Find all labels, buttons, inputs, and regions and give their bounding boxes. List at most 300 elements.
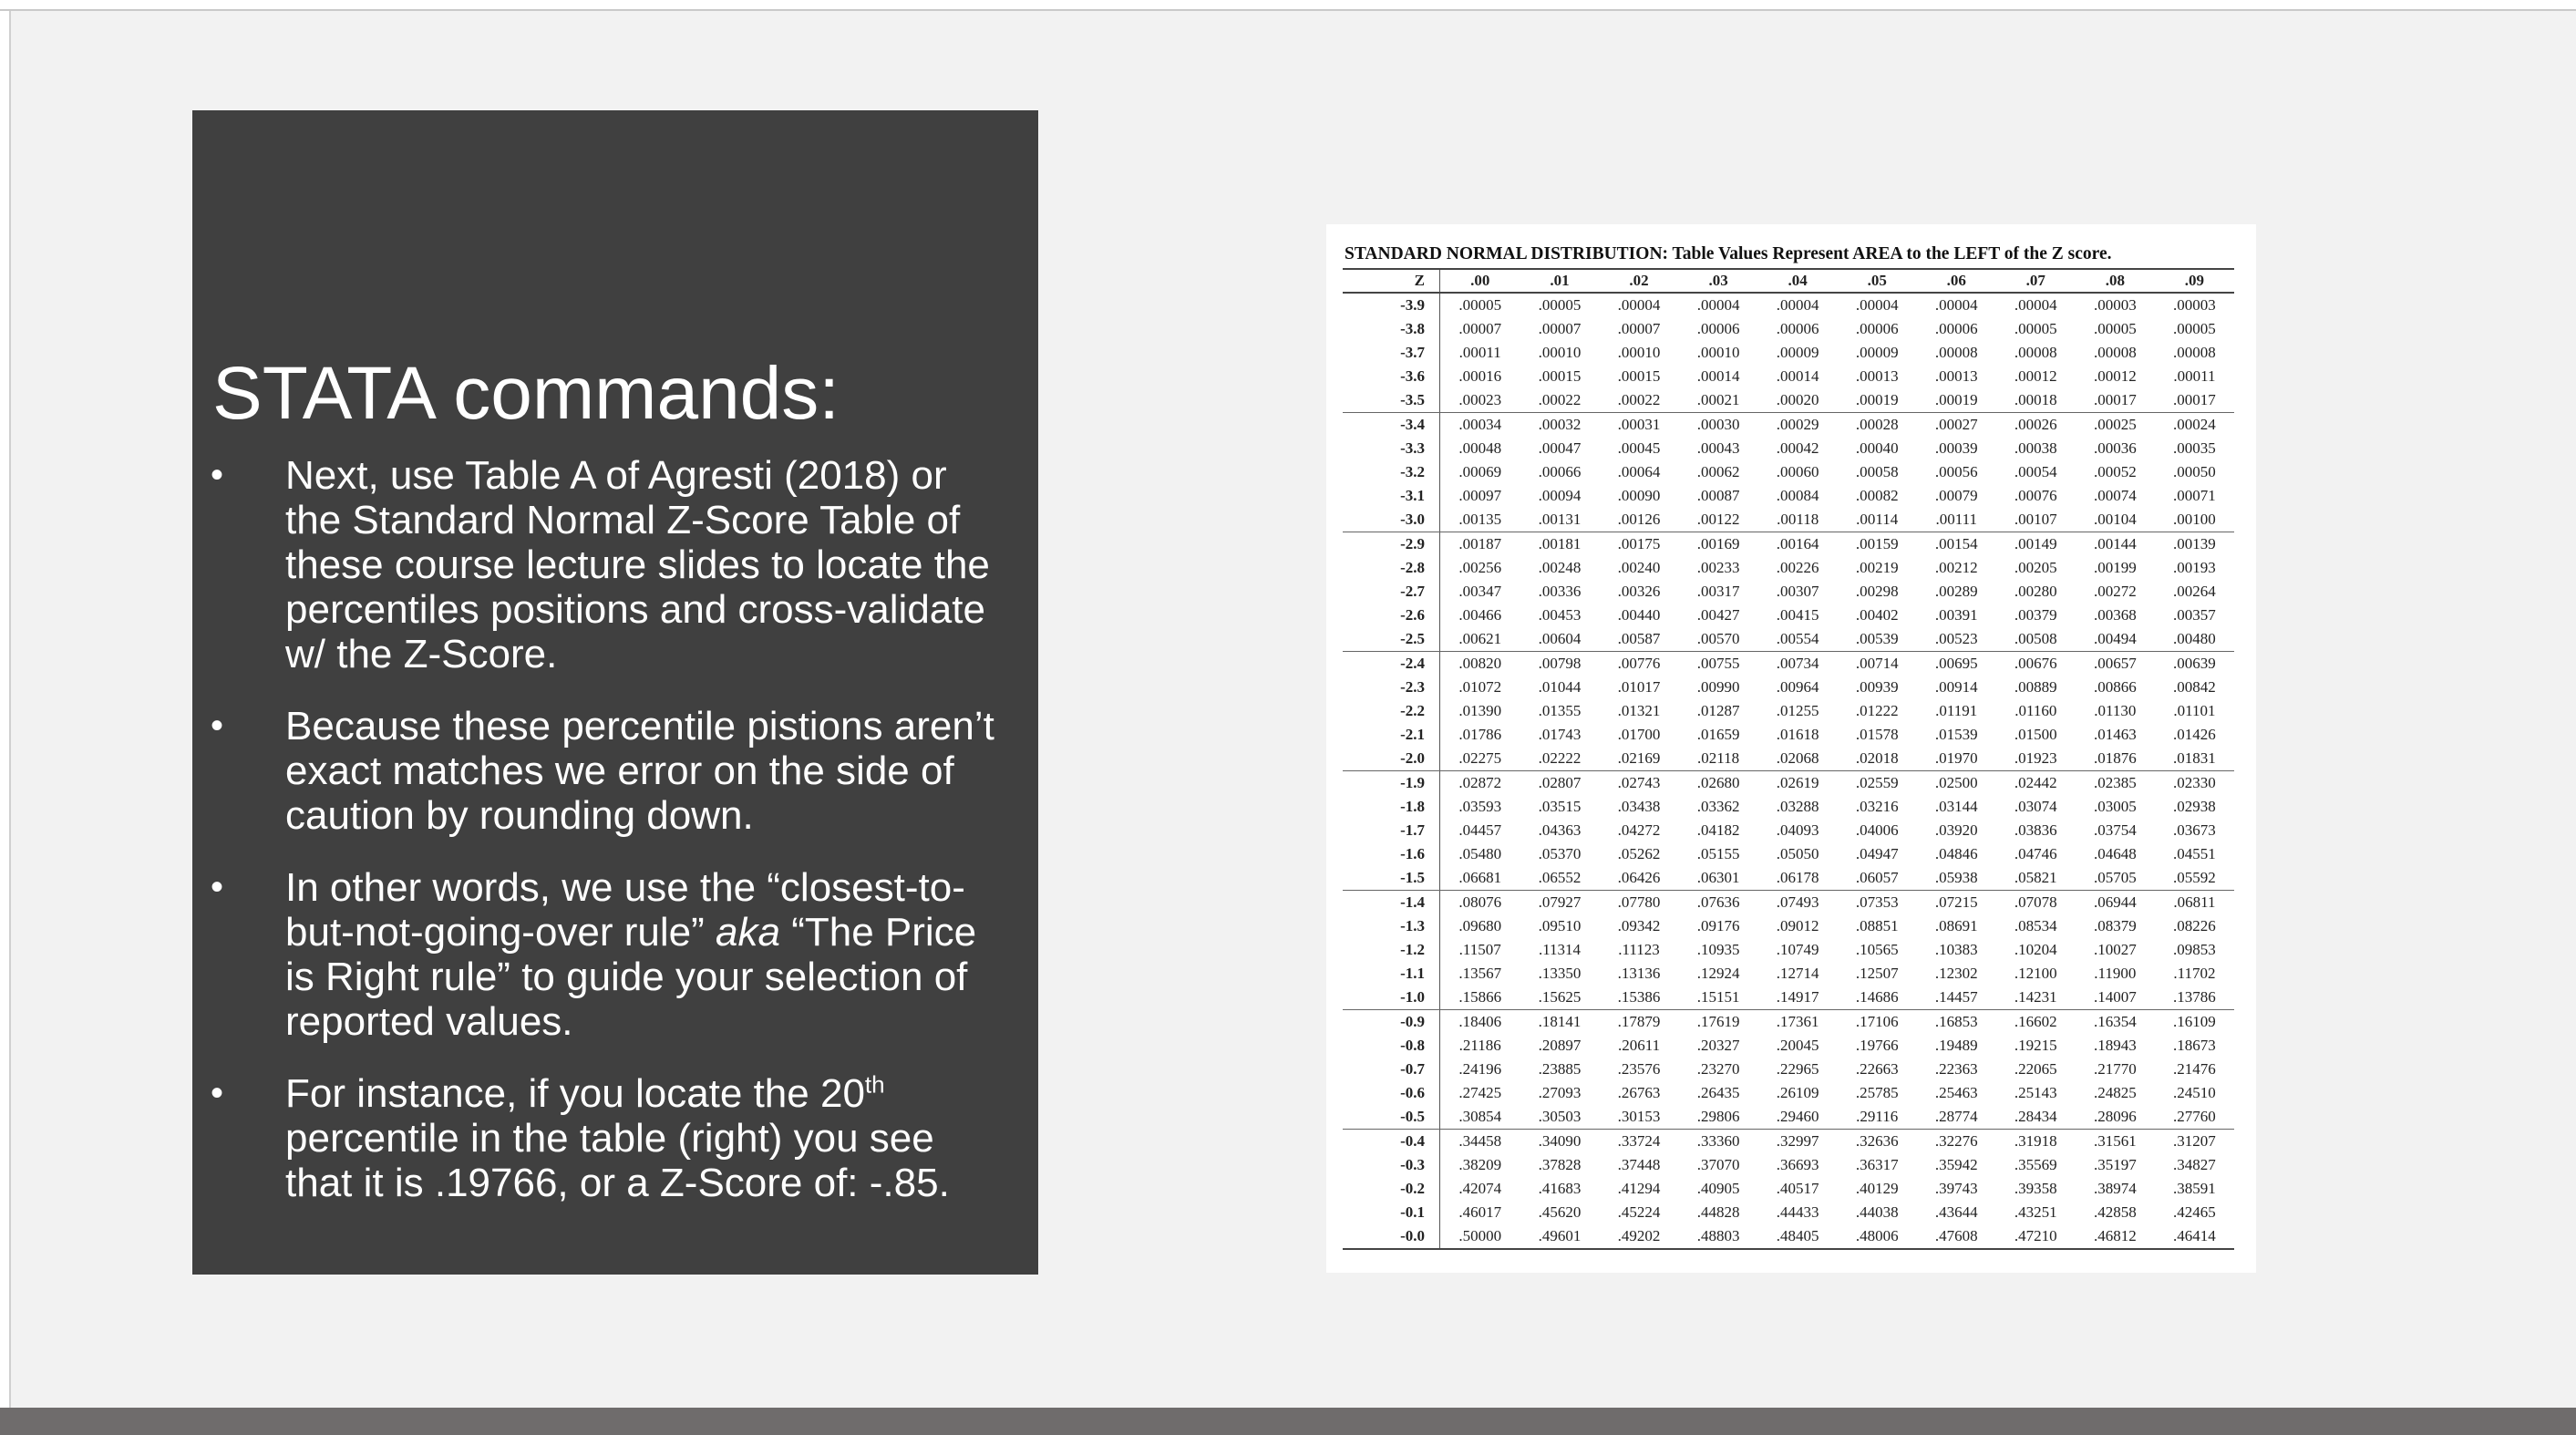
area-cell: .00466 [1458, 606, 1502, 624]
area-cell: .00248 [1538, 559, 1582, 576]
area-cell: .00181 [1538, 535, 1582, 552]
area-cell: .00111 [1917, 508, 1996, 532]
area-cell: .00587 [1600, 627, 1679, 652]
area-cell: .10935 [1696, 941, 1740, 958]
area-cell: .00006 [1934, 320, 1978, 337]
area-cell: .03515 [1538, 798, 1582, 815]
area-cell: .00842 [2173, 678, 2216, 696]
area-cell: .00036 [2093, 439, 2137, 457]
area-cell: .02118 [1679, 747, 1758, 771]
area-cell: .02619 [1776, 774, 1819, 791]
area-cell: .00014 [1776, 367, 1819, 385]
area-cell: .21186 [1458, 1037, 1501, 1054]
area-cell: .00074 [2093, 487, 2137, 504]
table-row [1343, 293, 2234, 317]
z-value-cell: -1.8 [1343, 795, 1440, 819]
table-row [1343, 556, 2234, 580]
area-cell: .00714 [1855, 655, 1899, 672]
area-cell: .00336 [1538, 583, 1582, 600]
area-cell: .05821 [1996, 866, 2076, 891]
column-header: .01 [1520, 269, 1599, 293]
area-cell: .00058 [1855, 463, 1899, 480]
area-cell: .00415 [1776, 606, 1819, 624]
area-cell: .00005 [2014, 320, 2057, 337]
area-cell: .00017 [2076, 388, 2155, 413]
area-cell: .00013 [1855, 367, 1899, 385]
area-cell: .07353 [1855, 893, 1899, 911]
area-cell: .04272 [1617, 821, 1661, 839]
bullet-icon: • [211, 706, 224, 746]
area-cell: .05480 [1458, 845, 1502, 862]
z-value-cell: -3.7 [1343, 341, 1440, 365]
bullet-item-2 [192, 704, 1038, 838]
area-cell: .00032 [1538, 416, 1582, 433]
area-cell: .00570 [1679, 627, 1758, 652]
area-cell: .15866 [1440, 986, 1520, 1010]
area-cell: .29116 [1838, 1105, 1917, 1130]
area-cell: .01876 [2076, 747, 2155, 771]
area-cell: .00199 [2093, 559, 2137, 576]
area-cell: .02275 [1440, 747, 1520, 771]
bullet-item-1 [192, 453, 1038, 676]
area-cell: .23576 [1617, 1060, 1661, 1078]
area-cell: .22965 [1776, 1060, 1819, 1078]
area-cell: .02743 [1617, 774, 1661, 791]
table-row [1343, 819, 2234, 842]
area-cell: .21770 [2093, 1060, 2137, 1078]
area-cell: .49601 [1520, 1224, 1599, 1249]
z-value-cell: -0.1 [1343, 1201, 1440, 1224]
table-row [1343, 747, 2234, 771]
area-cell: .05938 [1917, 866, 1996, 891]
area-cell: .19766 [1855, 1037, 1899, 1054]
area-cell: .27760 [2155, 1105, 2234, 1130]
area-cell: .40517 [1776, 1180, 1819, 1197]
area-cell: .40129 [1855, 1180, 1899, 1197]
area-cell: .00054 [2014, 463, 2057, 480]
bullet-item-3 [192, 865, 1038, 1044]
area-cell: .00050 [2173, 463, 2216, 480]
table-row [1343, 652, 2234, 676]
area-cell: .00122 [1679, 508, 1758, 532]
area-cell: .07927 [1538, 893, 1582, 911]
bullet-list [192, 453, 1038, 1233]
area-cell: .45620 [1538, 1203, 1582, 1221]
area-cell: .18406 [1458, 1013, 1502, 1030]
area-cell: .30503 [1520, 1105, 1599, 1130]
z-value-cell: -2.3 [1343, 676, 1440, 699]
table-row [1343, 484, 2234, 508]
table-row [1343, 1081, 2234, 1105]
area-cell: .31561 [2093, 1132, 2137, 1150]
area-cell: .05155 [1696, 845, 1740, 862]
area-cell: .06178 [1758, 866, 1838, 891]
area-cell: .42074 [1458, 1180, 1502, 1197]
area-cell: .20611 [1617, 1037, 1661, 1054]
area-cell: .03920 [1934, 821, 1978, 839]
area-cell: .11123 [1618, 941, 1660, 958]
area-cell: .00004 [1696, 296, 1740, 314]
column-header: .07 [1996, 269, 2076, 293]
area-cell: .03754 [2093, 821, 2137, 839]
area-cell: .01222 [1855, 702, 1899, 719]
area-cell: .00008 [2093, 344, 2137, 361]
area-cell: .01355 [1538, 702, 1582, 719]
area-cell: .01831 [2155, 747, 2234, 771]
area-cell: .02938 [2173, 798, 2216, 815]
area-cell: .03074 [2014, 798, 2057, 815]
area-cell: .22663 [1855, 1060, 1899, 1078]
area-cell: .28096 [2076, 1105, 2155, 1130]
z-value-cell: -0.0 [1343, 1224, 1440, 1249]
area-cell: .38209 [1458, 1156, 1502, 1173]
area-cell: .00045 [1617, 439, 1661, 457]
table-row [1343, 460, 2234, 484]
area-cell: .00060 [1776, 463, 1819, 480]
bottom-bar [0, 1408, 2576, 1435]
bullet-text-part: For instance, if you locate the 20 [285, 1071, 865, 1116]
area-cell: .28434 [1996, 1105, 2076, 1130]
area-cell: .00104 [2076, 508, 2155, 532]
table-row [1343, 1034, 2234, 1058]
bullet-text-part: In other words, we use the “closest-to-but-not-going-over rule” [285, 865, 965, 955]
area-cell: .00005 [2173, 320, 2216, 337]
area-cell: .00402 [1855, 606, 1899, 624]
area-cell: .39743 [1934, 1180, 1978, 1197]
area-cell: .26109 [1776, 1084, 1819, 1101]
area-cell: .00007 [1617, 320, 1661, 337]
area-cell: .44038 [1855, 1203, 1899, 1221]
area-cell: .06552 [1520, 866, 1599, 891]
z-value-cell: -0.8 [1343, 1034, 1440, 1058]
area-cell: .08379 [2093, 917, 2137, 934]
area-cell: .00164 [1776, 535, 1819, 552]
area-cell: .00013 [1934, 367, 1978, 385]
area-cell: .27425 [1458, 1084, 1502, 1101]
area-cell: .00056 [1934, 463, 1978, 480]
area-cell: .00657 [2093, 655, 2137, 672]
area-cell: .00019 [1917, 388, 1996, 413]
z-table-title: STANDARD NORMAL DISTRIBUTION: Table Values Represent AREA to the LEFT of the Z score. [1345, 244, 2112, 263]
z-value-cell: -3.9 [1343, 293, 1440, 317]
area-cell: .09342 [1617, 917, 1661, 934]
table-row [1343, 914, 2234, 938]
area-cell: .00289 [1934, 583, 1978, 600]
area-cell: .40905 [1696, 1180, 1740, 1197]
area-cell: .00003 [2173, 296, 2216, 314]
area-cell: .00039 [1934, 439, 1978, 457]
area-cell: .00015 [1538, 367, 1582, 385]
area-cell: .26763 [1617, 1084, 1661, 1101]
area-cell: .22363 [1934, 1060, 1978, 1078]
area-cell: .00009 [1855, 344, 1899, 361]
area-cell: .04746 [2014, 845, 2057, 862]
area-cell: .48803 [1679, 1224, 1758, 1249]
area-cell: .00087 [1696, 487, 1740, 504]
area-cell: .00114 [1838, 508, 1917, 532]
z-value-cell: -1.2 [1343, 938, 1440, 962]
area-cell: .02807 [1538, 774, 1582, 791]
area-cell: .00427 [1696, 606, 1740, 624]
area-cell: .00034 [1458, 416, 1502, 433]
area-cell: .04363 [1538, 821, 1582, 839]
area-cell: .05705 [2076, 866, 2155, 891]
area-cell: .00010 [1538, 344, 1582, 361]
table-row [1343, 1010, 2234, 1035]
area-cell: .03216 [1855, 798, 1899, 815]
area-cell: .04093 [1776, 821, 1819, 839]
area-cell: .00022 [1520, 388, 1599, 413]
column-header: .08 [2076, 269, 2155, 293]
area-cell: .00069 [1458, 463, 1502, 480]
z-table-body [1343, 293, 2234, 1249]
area-cell: .43251 [2014, 1203, 2057, 1221]
area-cell: .42465 [2173, 1203, 2216, 1221]
area-cell: .00175 [1617, 535, 1661, 552]
area-cell: .00256 [1458, 559, 1502, 576]
area-cell: .00010 [1617, 344, 1661, 361]
area-cell: .00523 [1917, 627, 1996, 652]
table-row [1343, 795, 2234, 819]
area-cell: .00169 [1696, 535, 1740, 552]
area-cell: .00326 [1617, 583, 1661, 600]
area-cell: .00889 [2014, 678, 2057, 696]
area-cell: .39358 [2014, 1180, 2057, 1197]
area-cell: .10383 [1934, 941, 1978, 958]
column-header: .06 [1917, 269, 1996, 293]
table-row [1343, 699, 2234, 723]
area-cell: .08534 [2014, 917, 2057, 934]
area-cell: .00240 [1617, 559, 1661, 576]
area-cell: .01743 [1538, 726, 1582, 743]
area-cell: .04182 [1696, 821, 1740, 839]
bullet-icon: • [211, 867, 224, 907]
area-cell: .00008 [2014, 344, 2057, 361]
area-cell: .09680 [1458, 917, 1502, 934]
area-cell: .08226 [2173, 917, 2216, 934]
slide-title: STATA commands: [212, 352, 840, 435]
area-cell: .00005 [2093, 320, 2137, 337]
area-cell: .41294 [1617, 1180, 1661, 1197]
area-cell: .00020 [1758, 388, 1838, 413]
area-cell: .02872 [1458, 774, 1502, 791]
table-row [1343, 1177, 2234, 1201]
area-cell: .18673 [2173, 1037, 2216, 1054]
area-cell: .00480 [2155, 627, 2234, 652]
area-cell: .11507 [1458, 941, 1501, 958]
area-cell: .06301 [1679, 866, 1758, 891]
area-cell: .46414 [2155, 1224, 2234, 1249]
area-cell: .00990 [1696, 678, 1740, 696]
area-cell: .01500 [2014, 726, 2057, 743]
area-cell: .00079 [1934, 487, 1978, 504]
area-cell: .02222 [1520, 747, 1599, 771]
table-row [1343, 1153, 2234, 1177]
area-cell: .34827 [2173, 1156, 2216, 1173]
area-cell: .15625 [1520, 986, 1599, 1010]
area-cell: .02068 [1758, 747, 1838, 771]
area-cell: .02442 [2014, 774, 2057, 791]
area-cell: .18943 [2093, 1037, 2137, 1054]
table-row [1343, 1130, 2234, 1154]
bullet-text: Next, use Table A of Agresti (2018) or the Standard Normal Z-Score Table of these course lecture slides to locate the percentiles positions and cross-validate w/ the Z-Score. [285, 453, 990, 676]
area-cell: .14686 [1838, 986, 1917, 1010]
table-row [1343, 532, 2234, 557]
area-cell: .01072 [1458, 678, 1502, 696]
area-cell: .00004 [1934, 296, 1978, 314]
area-cell: .01130 [2094, 702, 2137, 719]
area-cell: .09853 [2173, 941, 2216, 958]
table-row [1343, 986, 2234, 1010]
area-cell: .00695 [1934, 655, 1978, 672]
area-cell: .00012 [2014, 367, 2057, 385]
area-cell: .00494 [2076, 627, 2155, 652]
area-cell: .33724 [1617, 1132, 1661, 1150]
area-cell: .32997 [1776, 1132, 1819, 1150]
area-cell: .03362 [1696, 798, 1740, 815]
area-cell: .00107 [1996, 508, 2076, 532]
area-cell: .00264 [2173, 583, 2216, 600]
area-cell: .13567 [1458, 965, 1502, 982]
area-cell: .06681 [1440, 866, 1520, 891]
area-cell: .00139 [2173, 535, 2216, 552]
area-cell: .26435 [1696, 1084, 1740, 1101]
area-cell: .20045 [1776, 1037, 1819, 1054]
z-table-header-row [1343, 269, 2234, 293]
area-cell: .00021 [1679, 388, 1758, 413]
area-cell: .00022 [1600, 388, 1679, 413]
area-cell: .00042 [1776, 439, 1819, 457]
area-cell: .07078 [2014, 893, 2057, 911]
z-value-cell: -0.6 [1343, 1081, 1440, 1105]
z-value-cell: -3.5 [1343, 388, 1440, 413]
z-value-cell: -3.6 [1343, 365, 1440, 388]
area-cell: .00939 [1855, 678, 1899, 696]
z-value-cell: -1.1 [1343, 962, 1440, 986]
area-cell: .17879 [1617, 1013, 1661, 1030]
area-cell: .04551 [2173, 845, 2216, 862]
area-cell: .10027 [2093, 941, 2137, 958]
table-row [1343, 771, 2234, 796]
area-cell: .00307 [1776, 583, 1819, 600]
area-cell: .16109 [2173, 1013, 2216, 1030]
area-cell: .29460 [1758, 1105, 1838, 1130]
area-cell: .25785 [1855, 1084, 1899, 1101]
table-row [1343, 341, 2234, 365]
area-cell: .04846 [1934, 845, 1978, 862]
area-cell: .47608 [1917, 1224, 1996, 1249]
area-cell: .01160 [2014, 702, 2057, 719]
area-cell: .34458 [1458, 1132, 1502, 1150]
area-cell: .12302 [1934, 965, 1978, 982]
area-cell: .00144 [2093, 535, 2137, 552]
area-cell: .02500 [1934, 774, 1978, 791]
area-cell: .00676 [2014, 655, 2057, 672]
area-cell: .00076 [2014, 487, 2057, 504]
z-value-cell: -1.6 [1343, 842, 1440, 866]
area-cell: .11900 [2094, 965, 2137, 982]
area-cell: .02018 [1838, 747, 1917, 771]
area-cell: .44828 [1696, 1203, 1740, 1221]
area-cell: .00734 [1776, 655, 1819, 672]
bullet-text [285, 1071, 1011, 1205]
area-cell: .00029 [1776, 416, 1819, 433]
area-cell: .00018 [1996, 388, 2076, 413]
area-cell: .00006 [1696, 320, 1740, 337]
area-cell: .30854 [1440, 1105, 1520, 1130]
z-value-cell: -2.5 [1343, 627, 1440, 652]
area-cell: .04947 [1855, 845, 1899, 862]
area-cell: .00009 [1776, 344, 1819, 361]
area-cell: .00298 [1855, 583, 1899, 600]
table-row [1343, 676, 2234, 699]
area-cell: .00205 [2014, 559, 2057, 576]
z-value-cell: -2.9 [1343, 532, 1440, 557]
area-cell: .09012 [1776, 917, 1819, 934]
area-cell: .03438 [1617, 798, 1661, 815]
area-cell: .00011 [2173, 367, 2216, 385]
z-value-cell: -3.0 [1343, 508, 1440, 532]
area-cell: .03144 [1934, 798, 1978, 815]
area-cell: .07215 [1934, 893, 1978, 911]
area-cell: .48006 [1838, 1224, 1917, 1249]
area-cell: .00317 [1696, 583, 1740, 600]
area-cell: .00043 [1696, 439, 1740, 457]
area-cell: .34090 [1538, 1132, 1582, 1150]
area-cell: .00154 [1934, 535, 1978, 552]
area-cell: .00094 [1538, 487, 1582, 504]
area-cell: .23270 [1696, 1060, 1740, 1078]
area-cell: .36693 [1776, 1156, 1819, 1173]
area-cell: .00347 [1458, 583, 1502, 600]
area-cell: .46017 [1458, 1203, 1502, 1221]
area-cell: .00005 [1458, 296, 1502, 314]
area-cell: .24825 [2093, 1084, 2137, 1101]
table-row [1343, 1058, 2234, 1081]
area-cell: .05262 [1617, 845, 1661, 862]
bullet-emphasis: aka [716, 910, 780, 955]
area-cell: .00126 [1600, 508, 1679, 532]
area-cell: .10204 [2014, 941, 2057, 958]
area-cell: .31918 [2014, 1132, 2057, 1150]
table-row [1343, 723, 2234, 747]
area-cell: .06944 [2093, 893, 2137, 911]
area-cell: .00019 [1838, 388, 1917, 413]
area-cell: .00100 [2155, 508, 2234, 532]
area-cell: .35569 [2014, 1156, 2057, 1173]
area-cell: .01578 [1855, 726, 1899, 743]
area-cell: .46812 [2076, 1224, 2155, 1249]
z-value-cell: -0.5 [1343, 1105, 1440, 1130]
z-value-cell: -0.2 [1343, 1177, 1440, 1201]
area-cell: .00007 [1458, 320, 1502, 337]
area-cell: .00391 [1934, 606, 1978, 624]
area-cell: .00048 [1458, 439, 1502, 457]
bullet-text-part: “The Price is Right rule” to guide your selection of reported values. [285, 910, 977, 1044]
area-cell: .00280 [2014, 583, 2057, 600]
area-cell: .00006 [1776, 320, 1819, 337]
area-cell: .08076 [1458, 893, 1502, 911]
area-cell: .00554 [1758, 627, 1838, 652]
area-cell: .14917 [1758, 986, 1838, 1010]
area-cell: .02680 [1696, 774, 1740, 791]
area-cell: .32276 [1934, 1132, 1978, 1150]
area-cell: .00005 [1538, 296, 1582, 314]
area-cell: .00023 [1440, 388, 1520, 413]
area-cell: .00008 [1934, 344, 1978, 361]
z-value-cell: -3.8 [1343, 317, 1440, 341]
area-cell: .00007 [1538, 320, 1582, 337]
